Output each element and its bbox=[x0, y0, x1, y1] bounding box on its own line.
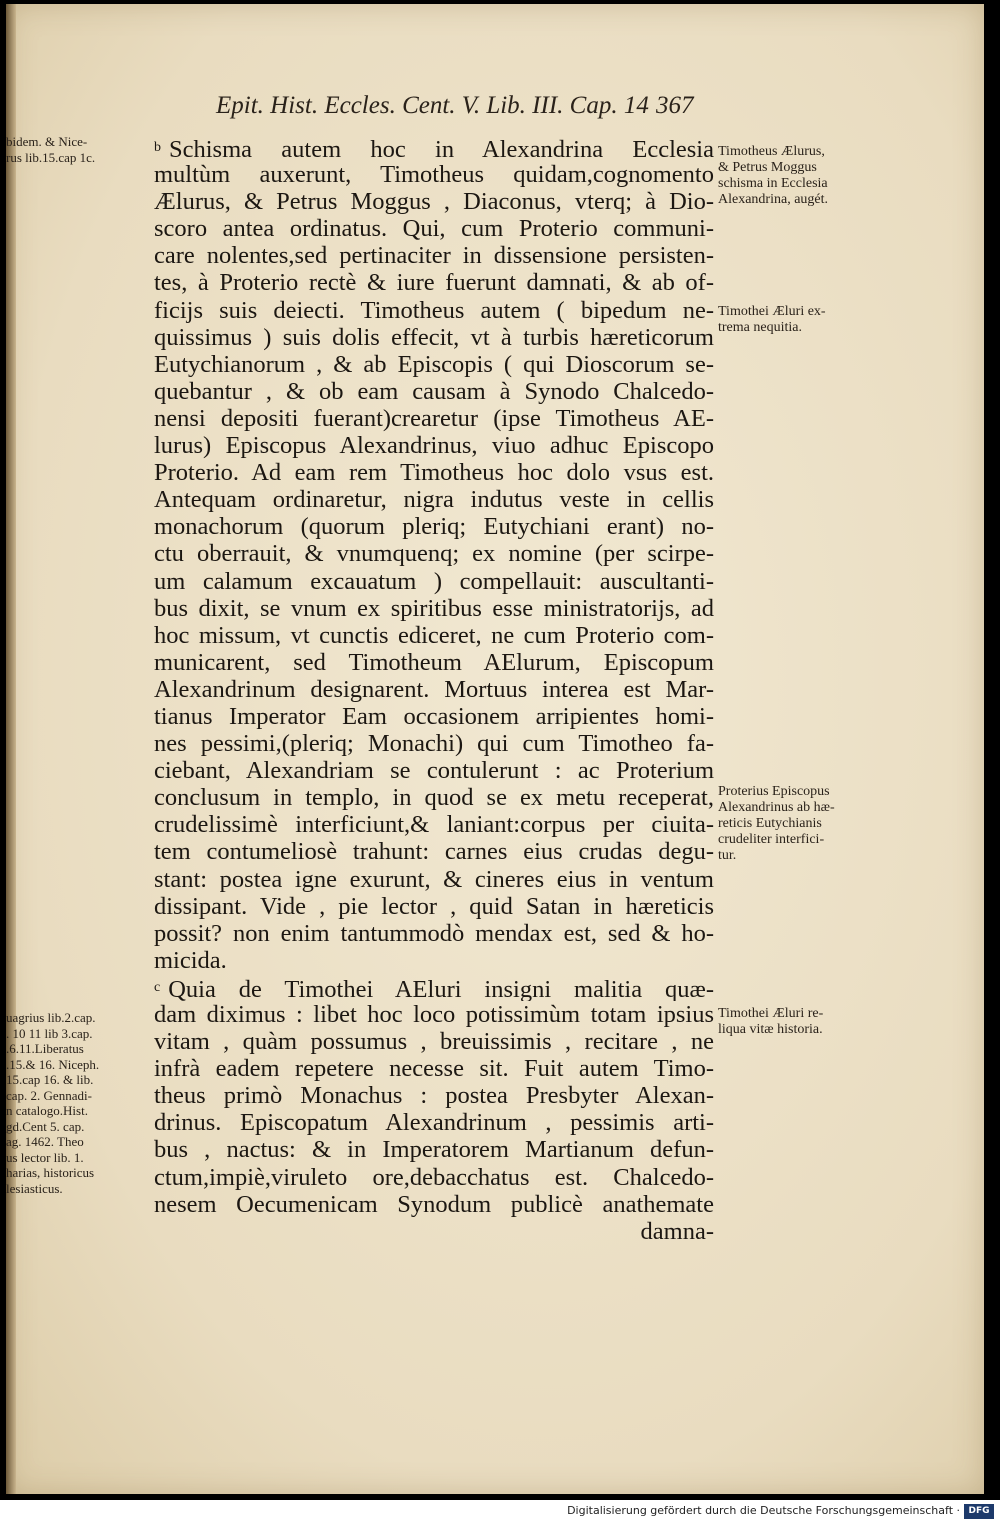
text-line bbox=[154, 703, 714, 730]
line-text: lurus) Episcopus Alexandrinus, viuo adhuc Episcopo bbox=[154, 432, 714, 460]
line-text: quebantur , & ob eam causam à Synodo Chalcedo- bbox=[154, 377, 714, 405]
line-text: ctum,impiè,viruleto ore,debacchatus est. Chalcedo- bbox=[154, 1163, 714, 1191]
text-line bbox=[154, 540, 714, 567]
text-line bbox=[154, 351, 714, 378]
line-text: Ælurus, & Petrus Moggus , Diaconus, vterq; à Dio- bbox=[154, 188, 714, 216]
note-line: Proterius Episcopus bbox=[718, 784, 830, 799]
line-text: municarent, sed Timotheum AElurum, Episcopum bbox=[154, 648, 714, 676]
line-text: vitam , quàm possumus , breuissimis , recitare , ne bbox=[154, 1028, 714, 1056]
line-text: crudelissimè interficiunt,& laniant:corpus per ciuita- bbox=[154, 811, 714, 839]
text-line bbox=[154, 1001, 714, 1028]
text-line bbox=[154, 432, 714, 459]
line-text: Schisma autem hoc in Alexandrina Ecclesia bbox=[169, 136, 714, 162]
text-line bbox=[154, 974, 714, 1001]
line-text: Quia de Timothei AEluri insigni malitia quæ- bbox=[168, 975, 714, 1001]
text-line bbox=[154, 161, 714, 188]
note-line: tur. bbox=[718, 848, 737, 863]
right-note bbox=[718, 784, 888, 864]
text-line bbox=[154, 513, 714, 540]
note-line: schisma in Ecclesia bbox=[718, 176, 828, 191]
line-text: bus , nactus: & in Imperatorem Martianum defun- bbox=[154, 1136, 714, 1164]
note-sigla: c bbox=[154, 979, 161, 995]
line-text: tes, à Proterio rectè & iure fuerunt damnati, & ab of- bbox=[154, 269, 714, 297]
line-text: monachorum (quorum pleriq; Eutychiani erant) no- bbox=[154, 513, 714, 541]
text-line bbox=[154, 269, 714, 296]
text-line bbox=[154, 947, 714, 974]
text-line bbox=[154, 893, 714, 920]
line-text: drinus. Episcopatum Alexandrinum , pessimis arti- bbox=[154, 1109, 714, 1137]
line-text: tem contumeliosè trahunt: carnes eius crudas degu- bbox=[154, 838, 714, 866]
line-text: bus dixit, se vnum ex spiritibus esse ministratorijs, ad bbox=[154, 594, 714, 622]
page-header bbox=[216, 92, 716, 128]
note-line: crudeliter interfici- bbox=[718, 832, 825, 847]
text-line bbox=[154, 459, 714, 486]
left-note bbox=[6, 134, 148, 165]
line-text: quissimus ) suis dolis effecit, vt à turbis hæreticorum bbox=[154, 323, 714, 351]
text-line bbox=[154, 1136, 714, 1163]
page-number: 367 bbox=[656, 92, 694, 119]
note-line: Timothei Æluri re- bbox=[718, 1006, 824, 1021]
line-text: possit? non enim tantummodò mendax est, sed & ho- bbox=[154, 919, 714, 947]
note-line: ag. 1462. Theo bbox=[6, 1134, 84, 1149]
text-line bbox=[154, 134, 714, 161]
line-text: ciebant, Alexandriam se contulerunt : ac Proterium bbox=[154, 757, 714, 785]
note-line: gd.Cent 5. cap. bbox=[6, 1118, 85, 1134]
book-page bbox=[6, 4, 984, 1494]
running-title: Epit. Hist. Eccles. Cent. V. Lib. III. Cap. 14 bbox=[216, 92, 649, 119]
line-text: nensi depositi fuerant)crearetur (ipse Timotheus AE- bbox=[154, 404, 714, 432]
text-line bbox=[154, 784, 714, 811]
text-line bbox=[154, 568, 714, 595]
text-line bbox=[154, 324, 714, 351]
note-line: n catalogo.Hist. bbox=[6, 1103, 88, 1118]
text-line bbox=[154, 188, 714, 215]
text-line bbox=[154, 649, 714, 676]
text-line bbox=[154, 297, 714, 324]
right-note bbox=[718, 1006, 888, 1038]
text-line bbox=[154, 730, 714, 757]
note-line: uagrius lib.2.cap. bbox=[6, 1010, 96, 1025]
text-line bbox=[154, 1109, 714, 1136]
line-text: dam diximus : libet hoc loco potissimùm totam ipsius bbox=[154, 1001, 714, 1028]
text-line bbox=[154, 1164, 714, 1191]
main-text-block bbox=[154, 134, 714, 1245]
page-gutter bbox=[6, 4, 16, 1494]
line-text: damna- bbox=[640, 1217, 714, 1245]
note-line: & Petrus Moggus bbox=[718, 160, 817, 175]
line-text: Eutychianorum , & ab Episcopis ( qui Dioscorum se- bbox=[154, 350, 714, 378]
dfg-logo: DFG bbox=[964, 1504, 994, 1519]
line-text: multùm auxerunt, Timotheus quidam,cognomento bbox=[154, 161, 714, 189]
text-line bbox=[154, 1082, 714, 1109]
line-text: nes pessimi,(pleriq; Monachi) qui cum Timotheo fa- bbox=[154, 730, 714, 758]
line-text: micida. bbox=[154, 946, 227, 974]
note-line: . 10 11 lib 3.cap. bbox=[6, 1025, 93, 1041]
text-line bbox=[154, 1218, 714, 1245]
line-text: Alexandrinum designarent. Mortuus interea est Mar- bbox=[154, 675, 714, 703]
note-line: reticis Eutychianis bbox=[718, 816, 822, 831]
line-text: theus primò Monachus : postea Presbyter Alexan- bbox=[154, 1082, 714, 1110]
text-line bbox=[154, 866, 714, 893]
note-line: us lector lib. 1. bbox=[6, 1149, 84, 1165]
note-line: Timotheus Ælurus, bbox=[718, 144, 825, 159]
text-line bbox=[154, 920, 714, 947]
note-line: .6.11.Liberatus bbox=[6, 1041, 84, 1056]
line-text: dissipant. Vide , pie lector , quid Satan in hæreticis bbox=[154, 892, 714, 920]
note-line: lesiasticus. bbox=[6, 1180, 63, 1196]
note-sigla: b bbox=[154, 140, 161, 155]
footer-bar bbox=[0, 1500, 1000, 1524]
note-line: 15.cap 16. & lib. bbox=[6, 1072, 94, 1087]
line-text: Proterio. Ad eam rem Timotheus hoc dolo vsus est. bbox=[154, 459, 714, 487]
note-line: cap. 2. Gennadi- bbox=[6, 1087, 92, 1103]
note-line: rus lib.15.cap 1c. bbox=[6, 149, 96, 165]
line-text: um calamum excauatum ) compellauit: auscultanti- bbox=[154, 567, 714, 595]
text-line bbox=[154, 622, 714, 649]
text-line bbox=[154, 215, 714, 242]
line-text: conclusum in templo, in quod se ex metu receperat, bbox=[154, 784, 714, 812]
line-text: stant: postea igne exurunt, & cineres eius in ventum bbox=[154, 865, 714, 893]
note-line: harias, historicus bbox=[6, 1165, 95, 1180]
text-line bbox=[154, 811, 714, 838]
right-note bbox=[718, 144, 888, 208]
text-line bbox=[154, 1028, 714, 1055]
line-text: ficijs suis deiecti. Timotheus autem ( bipedum ne- bbox=[154, 296, 714, 324]
text-line bbox=[154, 1191, 714, 1218]
note-line: liqua vitæ historia. bbox=[718, 1022, 823, 1037]
line-text: infrà eadem repetere necesse sit. Fuit autem Timo- bbox=[154, 1055, 714, 1083]
note-line: bidem. & Nice- bbox=[6, 134, 88, 149]
line-text: hoc missum, vt cunctis ediceret, ne cum Proterio com- bbox=[154, 621, 714, 649]
line-text: nesem Oecumenicam Synodum publicè anathemate bbox=[154, 1190, 714, 1218]
note-line: Alexandrina, augét. bbox=[718, 192, 829, 207]
line-text: ctu oberrauit, & vnumquenq; ex nomine (per scirpe- bbox=[154, 540, 714, 568]
text-line bbox=[154, 1055, 714, 1082]
text-line bbox=[154, 405, 714, 432]
line-text: Antequam ordinaretur, nigra indutus veste in cellis bbox=[154, 486, 714, 514]
text-line bbox=[154, 486, 714, 513]
text-line bbox=[154, 378, 714, 405]
right-note bbox=[718, 304, 888, 336]
note-line: Alexandrinus ab hæ- bbox=[718, 800, 835, 815]
text-line bbox=[154, 242, 714, 269]
text-line bbox=[154, 838, 714, 865]
text-line bbox=[154, 676, 714, 703]
note-line: trema nequitia. bbox=[718, 320, 802, 335]
text-line bbox=[154, 595, 714, 622]
funding-credit: Digitalisierung gefördert durch die Deutsche Forschungsgemeinschaft · bbox=[567, 1504, 960, 1517]
line-text: tianus Imperator Eam occasionem arripientes homi- bbox=[154, 702, 714, 730]
note-line: .15.& 16. Niceph. bbox=[6, 1056, 100, 1072]
note-line: Timothei Æluri ex- bbox=[718, 304, 826, 319]
text-line bbox=[154, 757, 714, 784]
line-text: scoro antea ordinatus. Qui, cum Proterio communi- bbox=[154, 215, 714, 243]
left-note bbox=[6, 1010, 148, 1196]
line-text: care nolentes,sed pertinaciter in dissensione persisten- bbox=[154, 242, 714, 270]
